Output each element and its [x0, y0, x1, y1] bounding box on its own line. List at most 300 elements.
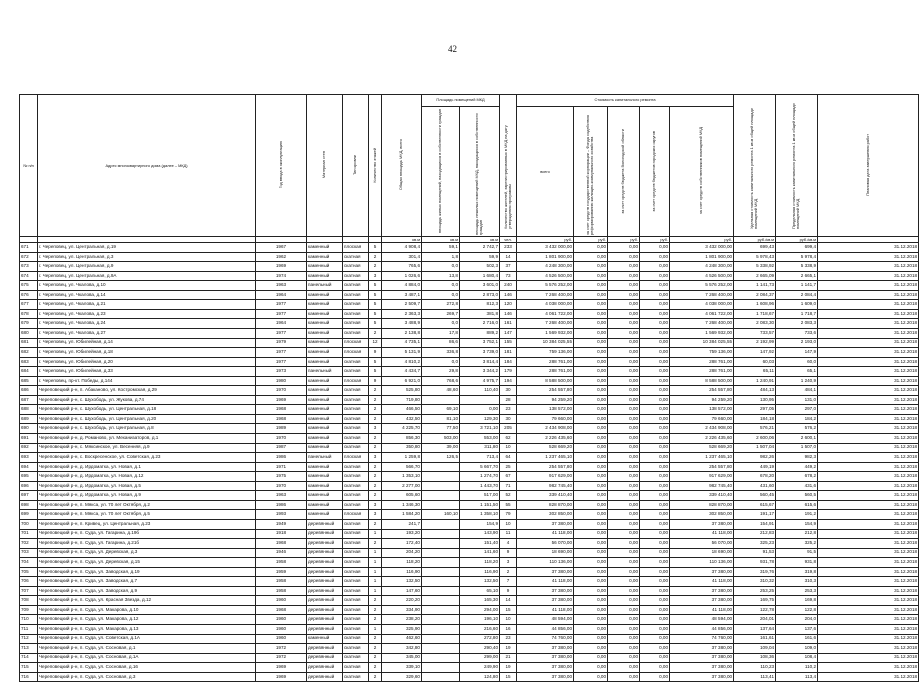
table-cell: 0,00 — [608, 424, 640, 434]
table-cell: 31.12.2018 — [818, 596, 919, 606]
table-cell: 0,00 — [608, 329, 640, 339]
table-cell: 31.12.2018 — [818, 424, 919, 434]
table-cell: 3 — [369, 500, 382, 510]
table-cell: 269,7 — [422, 309, 460, 319]
table-cell: 0,00 — [574, 309, 608, 319]
table-cell: 685 — [20, 376, 38, 386]
table-cell: 502,3 — [460, 262, 500, 272]
table-cell: 11 — [500, 529, 517, 539]
table-cell: деревянный — [307, 624, 343, 634]
table-cell: 698 — [20, 500, 38, 510]
table-cell: 0,00 — [574, 548, 608, 558]
table-cell: скатная — [343, 558, 369, 568]
table-cell: каменный — [307, 252, 343, 262]
table-cell: деревянный — [307, 529, 343, 539]
table-cell — [422, 653, 460, 663]
table-cell: 1 680,4 — [460, 271, 500, 281]
table-cell: 0,00 — [608, 309, 640, 319]
table-cell: 1949 — [256, 519, 307, 529]
table-cell: Череповецкий р-н, п. Суда, ул. Макарова, д.10 — [38, 605, 256, 615]
table-cell: 0,00 — [608, 386, 640, 396]
table-cell: 7 268 400,00 — [670, 290, 734, 300]
col-roof: Тип кровли — [352, 154, 358, 176]
table-cell: 52 — [500, 491, 517, 501]
table-cell: 31.12.2018 — [818, 300, 919, 310]
table-row — [20, 624, 919, 634]
table-cell: 31.12.2018 — [818, 567, 919, 577]
table-cell: 0,00 — [640, 558, 670, 568]
table-cell: 204,0 — [776, 615, 818, 625]
table-cell: Череповецкий р-н, п. Суда, ул. Макарова, д.12 — [38, 615, 256, 625]
table-cell: 253,25 — [734, 586, 776, 596]
table-cell: 3 739,0 — [460, 348, 500, 358]
table-cell: 31.12.2018 — [818, 367, 919, 377]
table-cell: скатная — [343, 615, 369, 625]
table-cell: 7 268 400,00 — [670, 319, 734, 329]
table-cell: 110,40 — [460, 386, 500, 396]
table-cell: 126,5 — [422, 453, 460, 463]
table-cell: 1960 — [256, 596, 307, 606]
table-cell: 155 — [500, 338, 517, 348]
table-cell: 713,4 — [460, 453, 500, 463]
table-cell: деревянный — [307, 519, 343, 529]
table-cell: 828 870,00 — [670, 500, 734, 510]
table-header — [20, 95, 919, 243]
table-cell: Череповецкий р-н, с. Шухободь, ул. Центральная, д.20 — [38, 414, 256, 424]
table-cell: 1 608,96 — [734, 300, 776, 310]
table-cell: 0,00 — [608, 243, 640, 253]
table-cell: каменный — [307, 634, 343, 644]
table-cell: 688 — [20, 405, 38, 415]
table-cell: 0,00 — [574, 653, 608, 663]
unit-cell: кв.м — [382, 237, 422, 243]
table-cell: 147,9 — [776, 348, 818, 358]
table-cell: 0,00 — [640, 252, 670, 262]
table-cell: 1 609,0 — [776, 300, 818, 310]
table-cell: 0,00 — [574, 424, 608, 434]
table-cell: 0,00 — [608, 500, 640, 510]
table-cell: панельный — [307, 281, 343, 291]
table-cell: 325,2 — [776, 539, 818, 549]
table-cell: 0,00 — [574, 281, 608, 291]
table-cell: 37 380,00 — [670, 663, 734, 673]
table-cell — [422, 529, 460, 539]
table-row — [20, 386, 919, 396]
table-cell: 151,40 — [460, 539, 500, 549]
table-cell: 37 380,00 — [517, 644, 574, 654]
table-cell: 678,2 — [776, 472, 818, 482]
table-cell: 0,00 — [640, 500, 670, 510]
table-row — [20, 586, 919, 596]
table-cell: 0,00 — [640, 634, 670, 644]
table-cell: 154,9 — [776, 519, 818, 529]
table-row — [20, 529, 919, 539]
table-cell: 0,00 — [640, 596, 670, 606]
table-cell: 41 118,00 — [517, 577, 574, 587]
table-cell: 65,11 — [734, 367, 776, 377]
col-cost-group: Стоимость капитального ремонта — [517, 95, 734, 107]
table-cell: 4 908,4 — [382, 243, 422, 253]
table-cell: 1963 — [256, 281, 307, 291]
col-cost-fund: за счет средств государственной корпорации – Фонда содействия реформированию жилищно-коммунального хозяйства — [585, 115, 595, 235]
table-cell: Череповецкий р-н, п. Суда, ул. Заводская, д.9 — [38, 586, 256, 596]
table-cell: 1993 — [256, 510, 307, 520]
table-cell: 113,4 — [776, 672, 818, 682]
table-cell: деревянный — [307, 596, 343, 606]
table-cell: деревянный — [307, 577, 343, 587]
table-cell: скатная — [343, 481, 369, 491]
table-cell: 31.12.2018 — [818, 338, 919, 348]
table-row — [20, 491, 919, 501]
table-body — [20, 243, 919, 682]
table-cell: 325,23 — [734, 539, 776, 549]
table-cell: 0,00 — [574, 519, 608, 529]
table-cell: 2 — [369, 434, 382, 444]
table-cell: скатная — [343, 434, 369, 444]
table-cell: 2 — [369, 472, 382, 482]
table-cell: 0,00 — [574, 357, 608, 367]
table-cell: 0,00 — [574, 271, 608, 281]
table-cell: 0,00 — [640, 510, 670, 520]
table-cell: 3 752,1 — [460, 338, 500, 348]
table-cell: 528 669,20 — [517, 443, 574, 453]
table-cell: 0,00 — [574, 472, 608, 482]
table-cell: 1 — [369, 624, 382, 634]
table-cell: 1 — [369, 586, 382, 596]
table-cell: 181 — [500, 348, 517, 358]
table-cell: деревянный — [307, 548, 343, 558]
table-cell: 560,45 — [734, 491, 776, 501]
table-cell: 204,20 — [382, 548, 422, 558]
table-cell: 1 274,70 — [460, 472, 500, 482]
table-cell: 0,00 — [640, 405, 670, 415]
table-cell: 1969 — [256, 672, 307, 682]
table-cell: 2 665,1 — [776, 271, 818, 281]
table-cell: скатная — [343, 605, 369, 615]
table-cell: 1973 — [256, 367, 307, 377]
table-cell: 31.12.2018 — [818, 271, 919, 281]
table-cell: 733,57 — [734, 329, 776, 339]
table-row — [20, 596, 919, 606]
table-row — [20, 558, 919, 568]
table-cell: 0,00 — [608, 596, 640, 606]
table-cell: 0,00 — [640, 386, 670, 396]
table-cell: 4 038 000,00 — [670, 300, 734, 310]
table-cell: 0,00 — [608, 319, 640, 329]
table-row — [20, 281, 919, 291]
table-cell: Череповецкий р-н, п. Суда, ул. Сосновая, д.3 — [38, 672, 256, 682]
table-cell: деревянный — [307, 558, 343, 568]
table-cell: 0,00 — [640, 548, 670, 558]
table-cell: 41 118,00 — [517, 529, 574, 539]
table-cell: каменный — [307, 290, 343, 300]
table-cell: 60,03 — [734, 357, 776, 367]
table-cell: 0,00 — [608, 443, 640, 453]
table-cell: 0,00 — [640, 434, 670, 444]
table-cell: 10 — [500, 615, 517, 625]
table-cell: 1969 — [256, 663, 307, 673]
table-cell: 768,6 — [422, 376, 460, 386]
table-cell: 1986 — [256, 453, 307, 463]
table-cell: 212,83 — [734, 529, 776, 539]
table-cell: 0,00 — [608, 663, 640, 673]
table-cell: 60,0 — [776, 357, 818, 367]
table-cell: 110,23 — [734, 663, 776, 673]
table-cell: 982 745,40 — [670, 481, 734, 491]
table-cell: 0,00 — [608, 271, 640, 281]
table-cell: 931,78 — [734, 558, 776, 568]
table-cell: 220,20 — [382, 596, 422, 606]
table-cell: 1 — [369, 529, 382, 539]
table-cell: 4 248 300,00 — [670, 262, 734, 272]
table-cell: 719,80 — [382, 395, 422, 405]
table-cell: 697 — [20, 491, 38, 501]
table-cell: деревянный — [307, 653, 343, 663]
table-cell: 345,00 — [382, 653, 422, 663]
table-cell: 0,00 — [574, 414, 608, 424]
table-cell: Череповецкий р-н, д. Ирдоматка, ул. Новая, д.1 — [38, 462, 256, 472]
table-cell: 733,6 — [776, 329, 818, 339]
table-row — [20, 443, 919, 453]
table-row — [20, 290, 919, 300]
table-cell: 81,10 — [422, 414, 460, 424]
table-cell: 31.12.2018 — [818, 500, 919, 510]
table-cell: 381,8 — [460, 309, 500, 319]
table-cell: 605,60 — [382, 491, 422, 501]
table-cell: скатная — [343, 672, 369, 682]
table-cell: 694 — [20, 462, 38, 472]
table-cell: 110 136,00 — [670, 558, 734, 568]
table-cell: г. Череповец, ул. Чкалова, д.24 — [38, 319, 256, 329]
table-cell: 216,60 — [460, 624, 500, 634]
table-cell: каменный — [307, 481, 343, 491]
table-cell — [422, 605, 460, 615]
table-cell: 302 850,00 — [517, 510, 574, 520]
table-cell: 118,20 — [460, 558, 500, 568]
table-cell: 466,50 — [382, 405, 422, 415]
table-cell: 132,50 — [460, 577, 500, 587]
table-cell: г. Череповец, ул. Чкалова, д.23 — [38, 309, 256, 319]
table-cell: 1 — [369, 548, 382, 558]
table-cell: 683 — [20, 357, 38, 367]
table-cell: Череповецкий р-н, п. Мякса, ул. 70 лет Октября, д.2 — [38, 500, 256, 510]
table-cell: скатная — [343, 663, 369, 673]
table-cell: 339 410,40 — [517, 491, 574, 501]
table-cell: г. Череповец, ул. Чкалова, д.27 — [38, 329, 256, 339]
table-cell: 700 — [20, 519, 38, 529]
table-cell: г. Череповец, ул. Юбилейная, д.20 — [38, 357, 256, 367]
table-cell: 0,00 — [574, 453, 608, 463]
table-cell: 917 629,00 — [517, 472, 574, 482]
table-cell: 154,9 — [460, 519, 500, 529]
table-cell: 5 — [369, 319, 382, 329]
table-cell: 130,95 — [734, 395, 776, 405]
table-cell: 716 — [20, 672, 38, 682]
table-cell: 37 380,00 — [517, 586, 574, 596]
table-cell: 1 358,10 — [460, 510, 500, 520]
table-cell: 31.12.2018 — [818, 453, 919, 463]
table-cell: 676 — [20, 290, 38, 300]
table-cell: 0,00 — [640, 453, 670, 463]
table-cell: 8 588 500,00 — [670, 376, 734, 386]
table-cell: 2 — [369, 672, 382, 682]
table-cell: 1968 — [256, 405, 307, 415]
table-cell: 4 061 722,00 — [670, 309, 734, 319]
table-cell: 1977 — [256, 348, 307, 358]
table-cell: 147 — [500, 329, 517, 339]
table-cell: г. Череповец, ул. Центральная, д.3 — [38, 252, 256, 262]
table-cell: скатная — [343, 395, 369, 405]
table-row — [20, 395, 919, 405]
table-cell: 161,61 — [734, 634, 776, 644]
table-cell: 129,30 — [460, 414, 500, 424]
table-cell: 294,00 — [460, 605, 500, 615]
table-cell: 1 237 465,10 — [517, 453, 574, 463]
table-cell: 2 192,99 — [734, 338, 776, 348]
table-cell — [422, 519, 460, 529]
table-cell: 2 — [369, 663, 382, 673]
table-cell: 0,00 — [640, 300, 670, 310]
table-cell: 0,00 — [640, 319, 670, 329]
table-cell: 0,00 — [574, 577, 608, 587]
table-cell: 0,00 — [640, 357, 670, 367]
table-cell: 0,00 — [640, 414, 670, 424]
table-cell: 0,00 — [608, 453, 640, 463]
table-cell: Череповецкий р-н, с. Шухободь, ул. Центральная, д.8 — [38, 424, 256, 434]
table-cell: 65,1 — [776, 367, 818, 377]
table-cell: 0,00 — [574, 386, 608, 396]
table-cell: 0,00 — [640, 281, 670, 291]
table-cell: 2 — [369, 615, 382, 625]
table-cell — [422, 548, 460, 558]
table-cell: 0,00 — [574, 500, 608, 510]
table-cell: г. Череповец, ул. Чкалова, д.21 — [38, 300, 256, 310]
table-cell: 56 070,00 — [670, 539, 734, 549]
table-cell: 917 629,00 — [670, 472, 734, 482]
table-cell: 707 — [20, 586, 38, 596]
table-cell: Череповецкий р-н, с. Шухободь, ул. Центральная, д.18 — [38, 405, 256, 415]
table-cell: 132,50 — [382, 577, 422, 587]
table-cell: 9 — [500, 586, 517, 596]
table-cell: 1 507,0 — [776, 443, 818, 453]
col-floors: Количество этажей — [371, 147, 377, 183]
table-cell: 576,2 — [776, 424, 818, 434]
table-cell: Череповецкий р-н, п. Суда, ул. Гагарина, д.21б — [38, 539, 256, 549]
table-cell: каменный — [307, 500, 343, 510]
table-cell: Череповецкий р-н, п. Суда, ул. Заводская, д.19 — [38, 567, 256, 577]
table-cell: 288 761,00 — [670, 367, 734, 377]
table-cell: плоская — [343, 376, 369, 386]
table-cell: 5 978,4 — [776, 252, 818, 262]
table-cell: 31.12.2018 — [818, 644, 919, 654]
table-cell: 1 — [369, 577, 382, 587]
table-cell: 517,00 — [460, 491, 500, 501]
col-unit-cost: Удельная стоимость капитального ремонта 1 кв.м общей площади помещений МКД — [749, 108, 759, 229]
table-cell: 184 — [500, 357, 517, 367]
table-cell: 0,00 — [640, 271, 670, 281]
table-cell: 86,6 — [422, 338, 460, 348]
table-cell: 193,20 — [382, 529, 422, 539]
table-cell: 1 259,8 — [382, 453, 422, 463]
table-cell: плоская — [343, 510, 369, 520]
table-cell: 2 — [369, 605, 382, 615]
table-cell: 31.12.2018 — [818, 529, 919, 539]
table-cell: 576,21 — [734, 424, 776, 434]
table-row — [20, 577, 919, 587]
table-cell: 1969 — [256, 395, 307, 405]
table-cell: 5 — [369, 290, 382, 300]
table-cell: 1962 — [256, 252, 307, 262]
table-cell: 212,8 — [776, 529, 818, 539]
table-row — [20, 644, 919, 654]
table-cell: 37 380,00 — [670, 519, 734, 529]
table-cell: 37 380,00 — [517, 596, 574, 606]
table-cell: 1 569 932,00 — [517, 329, 574, 339]
table-cell: каменный — [307, 405, 343, 415]
table-cell: 0,00 — [640, 481, 670, 491]
table-cell: каменный — [307, 271, 343, 281]
table-cell: панельный — [307, 367, 343, 377]
unit-cell: кв.м — [422, 237, 460, 243]
table-cell: 1 141,7 — [776, 281, 818, 291]
table-cell: 3 721,10 — [460, 424, 500, 434]
table-cell: 94 259,20 — [670, 395, 734, 405]
table-cell: 5 338,92 — [734, 262, 776, 272]
table-row — [20, 262, 919, 272]
table-cell: 0,00 — [608, 338, 640, 348]
table-cell: 1 240,9 — [776, 376, 818, 386]
table-cell: 91,5 — [776, 548, 818, 558]
table-cell: панельный — [307, 453, 343, 463]
table-cell: 0,00 — [608, 462, 640, 472]
table-cell: 4 225,70 — [382, 424, 422, 434]
table-cell — [422, 567, 460, 577]
table-cell: 0,00 — [640, 472, 670, 482]
table-cell — [422, 596, 460, 606]
table-row — [20, 605, 919, 615]
table-cell: 0,00 — [640, 519, 670, 529]
table-cell: 131,0 — [776, 395, 818, 405]
table-cell: 7 268 400,00 — [517, 290, 574, 300]
table-cell: 1977 — [256, 300, 307, 310]
col-material: Материал стен — [321, 151, 327, 179]
table-cell: 2 — [369, 634, 382, 644]
table-cell: 2 434 908,00 — [670, 424, 734, 434]
table-cell: 710 — [20, 615, 38, 625]
table-cell: каменный — [307, 386, 343, 396]
table-cell: Череповецкий р-н, п. Суда, ул. Гагарина, д.19б — [38, 529, 256, 539]
table-cell: 681 — [20, 338, 38, 348]
table-row — [20, 434, 919, 444]
table-cell: 37 380,00 — [517, 653, 574, 663]
table-cell: 674 — [20, 271, 38, 281]
unit-cell: кв.м — [460, 237, 500, 243]
table-cell: 0,00 — [640, 539, 670, 549]
table-cell: 169,75 — [734, 596, 776, 606]
unit-cell: руб. — [574, 237, 608, 243]
table-cell: 5 — [369, 367, 382, 377]
table-cell: 272,8 — [422, 300, 460, 310]
table-cell: 5 576 252,00 — [670, 281, 734, 291]
table-row — [20, 634, 919, 644]
table-cell: 0,00 — [608, 586, 640, 596]
table-cell: 0,00 — [640, 615, 670, 625]
page-number: 42 — [448, 44, 457, 54]
table-cell: 238,20 — [382, 615, 422, 625]
table-cell: 709 — [20, 605, 38, 615]
table-cell: 2 509,7 — [382, 300, 422, 310]
table-cell: скатная — [343, 644, 369, 654]
